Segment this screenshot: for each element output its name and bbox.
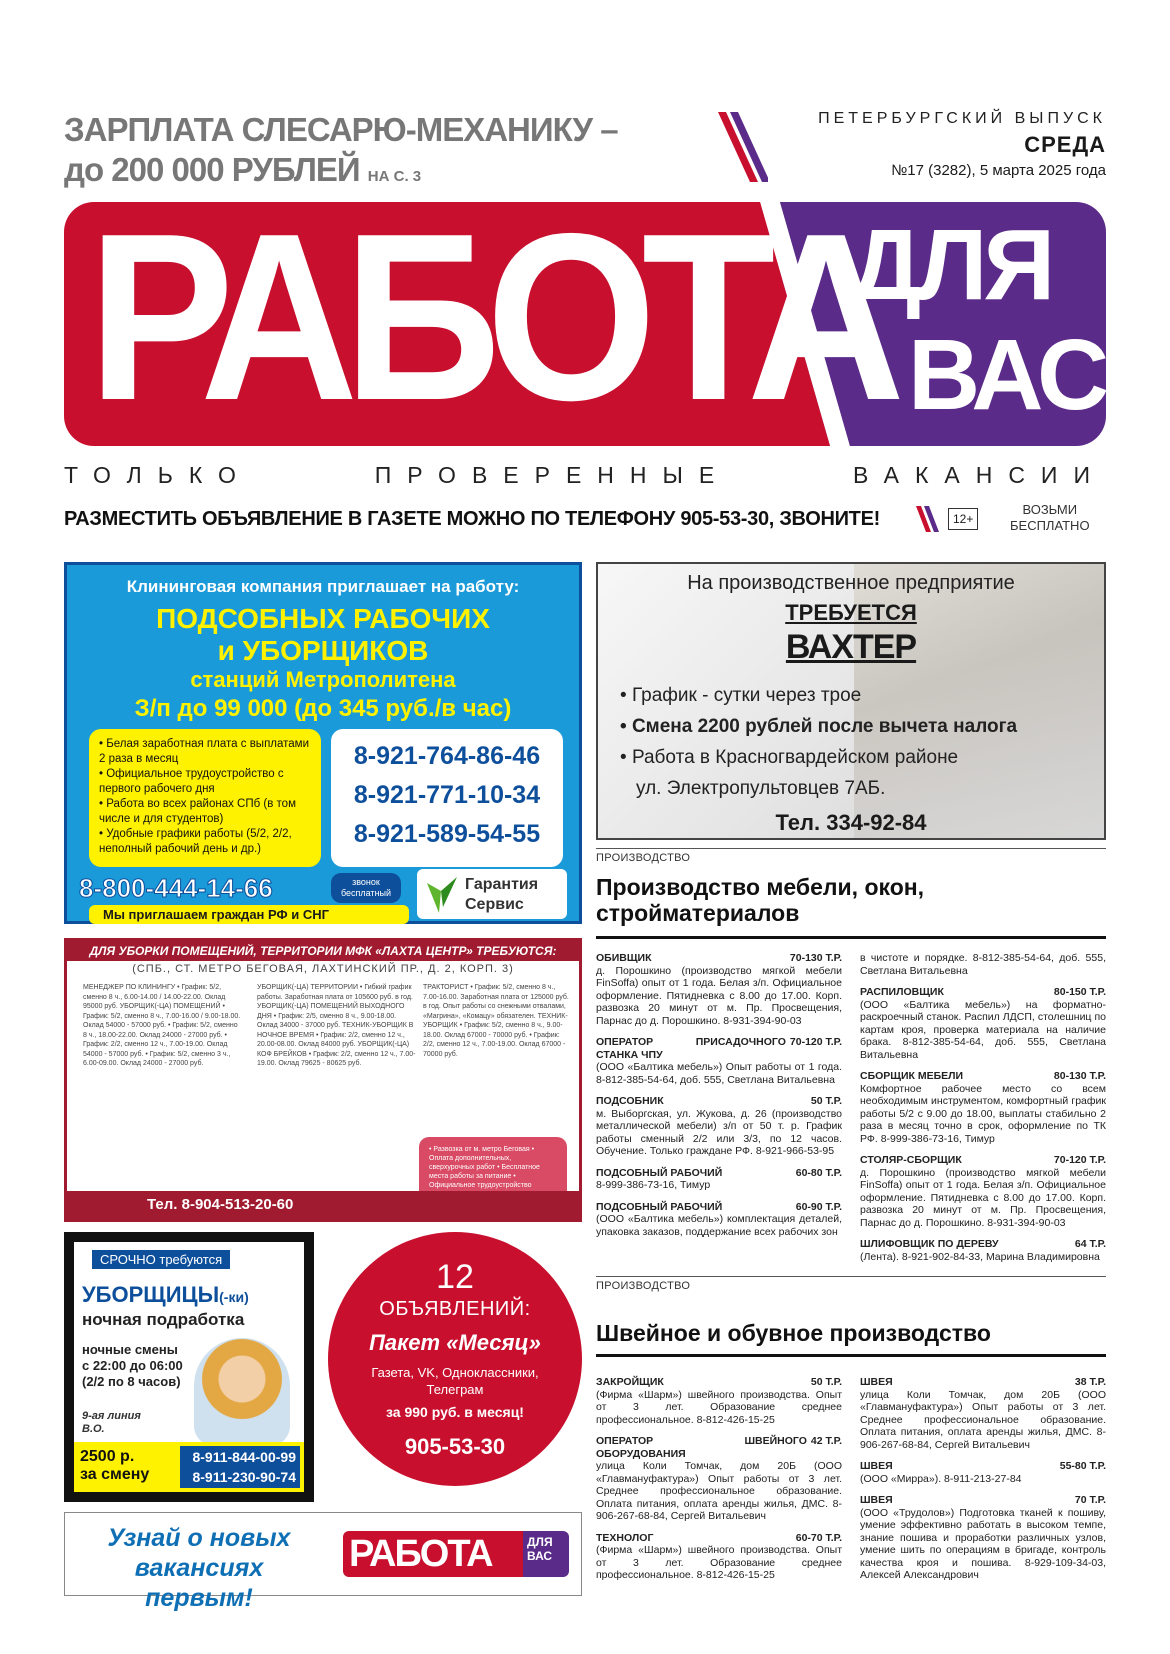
free-phone-number: 8-800-444-14-66 [79,873,273,903]
vacancy-pay: 80-150 Т.Р. [1053,986,1106,998]
promo-logo-dlya: ДЛЯ [527,1535,553,1549]
divider [596,1354,1106,1357]
vacancy-text: (ООО «Балтика мебель») комплектация деталей, упаковка заказов, поддержание всех рабочих зон [596,1213,842,1238]
ad-lakhta-col2: УБОРЩИК(-ЦА) ТЕРРИТОРИИ • Гибкий график работы. Заработная плата от 105600 руб. в год. УБОРЩИК(-ЦА) ПОМЕЩЕНИЙ ВЫХОДНОГО ДНЯ • График: 2/5, сменно 8 ч., 9.00-18.00. Оклад 34000 - 37000 руб. ТЕХНИК-УБОРЩИК В НОЧНОЕ ВРЕМЯ • График: 2/2, сменно 12 ч., 20.00-08.00. Оклад 84000 руб. УБОРЩИК(-ЦА) КОФ БРЕЙКОВ • График: 2/2, сменно 12 ч., 7.00-19.00. Оклад 79625 - 80625 руб. [257,984,416,1067]
vacancy-header [596,1532,842,1545]
headline [64,110,624,197]
ad-cleaning-intro: Клининговая компания приглашает на работу: [126,577,520,596]
vacancy-item [596,1201,842,1239]
vacancy-header [860,1376,1106,1389]
invite-banner: Мы приглашаем граждан РФ и СНГ [89,905,409,924]
tagline-word-2: ПРОВЕРЕННЫЕ [374,462,731,488]
ad-cleaning-salary: З/п до 99 000 (до 345 руб./в час) [134,695,512,722]
vacancy-header [596,952,842,965]
ad-night-title-suffix: (-ки) [219,1289,249,1305]
ad-cleaning-subtitle: станций Метрополитена [190,667,456,692]
vacancy-item [596,1435,842,1523]
ad-watchman-address: ул. Электропультовцев 7АБ. [636,778,886,799]
list-item: • График - сутки через трое [620,680,1017,711]
ad-month-price: за 990 руб. в месяц! [386,1404,524,1420]
vacancy-header [596,1201,842,1214]
vacancy-pay: 38 Т.Р. [1074,1376,1106,1388]
issue-number: №17 (3282), 5 марта 2025 года [891,162,1106,179]
vacancy-title: ПОДСОБНИК [596,1095,664,1107]
ad-lakhta-perks: • Развозка от м. метро Беговая • Оплата дополнительных, сверхурочных работ • Бесплатное места работы за питание • Официальное трудоустройство [419,1137,567,1201]
vacancy-text: д. Порошкино (производство мягкой мебели FinSoffa) опыт от 1 года. Белая з/п. Официальное оформление. Пятидневка с 8.00 до 17.00. Корп. развозка 20 минут от м. Пр. Просвещения, Парнас до д. Порошкино. 8-931-394-90-03 [596,964,842,1027]
vacancy-title: ПОДСОБНЫЙ РАБОЧИЙ [596,1200,723,1213]
vacancy-title: ШВЕЯ [860,1460,893,1472]
vacancy-text: в чистоте и порядке. 8-812-385-54-64, доб. 555, Светлана Витальевна [860,952,1106,977]
tagline-word-1: ТОЛЬКО [64,462,252,488]
ad-lakhta-tel: Тел. 8-904-513-20-60 [67,1191,579,1219]
vacancy-item [596,1376,842,1426]
vacancy-title: СБОРЩИК МЕБЕЛИ [860,1070,964,1082]
shift-line: ночные смены [82,1342,178,1357]
free-line1: ВОЗЬМИ [1022,502,1078,517]
vacancy-pay: 42 Т.Р. [810,1435,842,1447]
vacancy-pay: 70-130 Т.Р. [789,952,842,964]
weekday: СРЕДА [1024,132,1106,157]
vacancy-item [860,1154,1106,1229]
divider [596,848,1106,849]
vacancy-title: ПОДСОБНЫЙ РАБОЧИЙ [596,1166,723,1179]
section-sewing [596,1276,1106,1357]
shift-line: с 22:00 до 06:00 [82,1358,183,1373]
phone-number: 8-911-844-00-99 [192,1449,296,1465]
vacancy-header [860,1070,1106,1083]
vacancy-item [860,1238,1106,1263]
vacancy-pay: 60-80 Т.Р. [795,1166,842,1179]
vacancy-item [860,1070,1106,1145]
vacancy-title: РАСПИЛОВЩИК [860,986,944,998]
list-item: • Смена 2200 рублей после вычета налога [620,711,1017,742]
promo-logo-vas: ВАС [527,1549,553,1563]
promo-logo-title: РАБОТА [343,1531,523,1577]
vacancy-title: ШЛИФОВЩИК ПО ДЕРЕВУ [860,1238,999,1250]
section-title-line1: Производство мебели, окон, [596,874,925,900]
section1-left-column [596,952,842,1247]
section2-right-column [860,1376,1106,1591]
vacancy-text: Комфортное рабочее место со всем необходимым инструментом, комфортный график работы 5/2 с 9.00 до 18.00, выплаты стабильно 2 раза в месяц точно в срок, оформление по ТК РФ. 8-999-386-73-16, Тимур [860,1082,1106,1145]
vacancy-text: (ООО «Балтика мебель») Опыт работы от 1 года. 8-812-385-54-64, доб. 555, Светлана Витальевна [596,1061,842,1086]
leaf-icon [427,877,457,913]
ad-night-pay [74,1442,304,1492]
headline-line2: до 200 000 РУБЛЕЙ [64,151,360,188]
ad-cleaning-title [67,603,579,667]
bullet-item: • Официальное трудоустройство с первого рабочего дня [99,768,284,795]
vacancy-text: улица Коли Томчак, дом 20Б (ООО «Главмануфактура») Опыт работы от 3 лет. Среднее профессиональное образование. Оплата питания, оплата аренды жилья, ДМС. 8-906-267-68-84, Сергей Витальевич [860,1388,1106,1451]
divider [596,1276,1106,1277]
phone-number: 8-921-771-10-34 [353,781,541,809]
ad-night-title-main: УБОРЩИЦЫ [82,1282,220,1307]
phone-number: 8-921-764-86-46 [353,742,541,770]
ad-night-cleaners [64,1232,314,1502]
section-title [596,874,1106,926]
masthead-title: РАБОТА [88,185,891,450]
vacancy-item [596,1532,842,1582]
edition-name: ПЕТЕРБУРГСКИЙ ВЫПУСК [818,110,1106,127]
shift-line: (2/2 по 8 часов) [82,1374,181,1389]
vacancy-text: (Лента). 8-921-902-84-33, Марина Владимировна [860,1250,1100,1263]
pay-amount: 2500 р. [80,1448,135,1465]
vacancy-title: ОПЕРАТОР ПРИСАДОЧНОГО СТАНКА ЧПУ [596,1036,786,1061]
vacancy-header [596,1167,842,1180]
promo-line2: вакансиях первым! [134,1554,264,1612]
vacancy-pay: 60-70 Т.Р. [795,1531,842,1544]
section1-right-column [860,952,1106,1272]
metro-line: 9-ая линия [82,1410,141,1422]
vacancy-title: ШВЕЯ [860,1494,893,1506]
vacancy-text: (ООО «Балтика мебель») на форматно-раскроечный станок. Распил ЛДСП, столешниц по картам кроя, проверка материала на наличие брака. 8-812-385-54-64, доб. 555, Светлана Витальевна [860,998,1106,1061]
ad-lakhta-address: (СПБ., СТ. МЕТРО БЕГОВАЯ, ЛАХТИНСКИЙ ПР., Д. 2, КОРП. 3) [132,963,514,975]
tagline-word-3: ВАКАНСИИ [853,462,1106,488]
vacancy-item [596,952,842,1027]
headline-line1: ЗАРПЛАТА СЛЕСАРЮ-МЕХАНИКУ – [64,111,618,148]
urgent-badge: СРОЧНО требуются [92,1250,230,1269]
vacancy-text: (Фирма «Шарм») швейного производства. Опыт от 3 лет. Образование среднее профессиональное. 8-812-426-15-25 [596,1388,842,1426]
garantiya-servis-logo [417,869,567,919]
vacancy-text: (Фирма «Шарм») швейного производства. Опыт от 3 лет. Образование среднее профессиональное. 8-812-426-15-25 [596,1544,842,1581]
ad-lakhta-header: ДЛЯ УБОРКИ ПОМЕЩЕНИЙ, ТЕРРИТОРИИ МФК «ЛАХТА ЦЕНТР» ТРЕБУЮТСЯ: [67,941,579,961]
vacancy-header [860,986,1106,999]
vacancy-pay: 70-120 Т.Р. [1053,1154,1106,1166]
vacancy-title: ОПЕРАТОР ШВЕЙНОГО ОБОРУДОВАНИЯ [596,1435,807,1460]
age-rating-badge: 12+ [948,508,978,530]
ad-cleaning-title1: ПОДСОБНЫХ РАБОЧИХ [156,603,490,634]
vacancy-text: улица Коли Томчак, дом 20Б (ООО «Главмануфактура») Опыт работы от 3 лет. Среднее профессиональное образование. Оплата питания, оплата аренды жилья, ДМС. 8-906-267-68-84, Сергей Витальевич [596,1460,842,1522]
vacancy-header [596,1376,842,1389]
ad-lakhta-col1: МЕНЕДЖЕР ПО КЛИНИНГУ • График: 5/2, сменно 8 ч., 6.00-14.00 / 14.00-22.00. Оклад 95000 руб. УБОРЩИК(-ЦА) ПОМЕЩЕНИЙ • График: 5/2, сменно 8 ч., 7.00-16.00 / 9.00-18.00. Оклад 54000 - 57000 руб. • График: 5/2, сменно 8 ч., 18.00-22.00. Оклад 24000 - 27000 руб. • График: 2/2, сменно 12 ч., 7.00-19.00. Оклад 54000 - 57000 руб. • График: 5/2, сменно 3 ч., 6.00-09.00. Оклад 24000 - 27000 руб. [83,984,241,1067]
metro-line: В.О. [82,1423,105,1435]
vacancy-header [860,1494,1106,1507]
tagline [64,462,1106,489]
promo-line1: Узнай о новых [107,1524,291,1552]
vacancy-item [860,986,1106,1061]
vacancy-text: м. Выборгская, ул. Жукова, д. 26 (производство металлической мебели) з/п от 50 т. р. График работы сменный 2/2 или 3/3, по 12 часов. Обучение. Только граждане РФ. 8-921-966-53-95 [596,1107,842,1157]
ad-watchman-tel: Тел. 334-92-84 [775,810,927,835]
ad-night-title [82,1282,249,1308]
vacancy-header [596,1435,842,1460]
vacancy-text: (ООО «Мирра»). 8-911-213-27-84 [860,1472,1022,1485]
vacancy-text: (ООО «Трудолов») Подготовка тканей к пошиву, умение эффективно работать в высоком темпе, знание пошива и проработки различных узлов, умение шить по операциям в бригаде, контроль качества кроя и пошива. 8-929-109-34-03, Алексей Александрович [860,1506,1106,1581]
ad-month-label: ОБЪЯВЛЕНИЙ: [379,1298,531,1320]
ad-watchman [596,562,1106,840]
ad-month-phone: 905-53-30 [404,1434,506,1459]
ad-night-metro [82,1410,141,1436]
vacancy-item [596,1036,842,1086]
section-label: ПРОИЗВОДСТВО [596,1280,691,1292]
small-stripes-icon [916,506,942,532]
vacancy-header [596,1095,842,1108]
bullet-item: • Работа во всех районах СПб (в том числе и для студентов) [99,798,296,825]
vacancy-item [596,1167,842,1192]
section2-left-column [596,1376,842,1591]
vacancy-header [860,1154,1106,1167]
promo-text [79,1523,319,1613]
free-label [1010,502,1090,534]
vacancy-item [860,1376,1106,1451]
vacancy-pay: 70 Т.Р. [1074,1494,1106,1506]
vacancy-pay: 70-120 Т.Р. [789,1036,842,1048]
vacancy-title: ШВЕЯ [860,1376,893,1388]
vacancy-item [860,952,1106,977]
ad-lakhta-center [64,938,582,1222]
ad-month-channels: Газета, VK, Одноклассники, Телеграм [371,1365,539,1397]
vacancy-header [860,1460,1106,1473]
headline-ref: НА С. 3 [367,168,422,185]
phone-number: 8-911-230-90-74 [192,1469,296,1485]
phone-number: 8-921-589-54-55 [353,820,541,848]
promo-logo-badge [523,1531,569,1577]
ad-night-phones [180,1446,300,1488]
vacancy-title: ОБИВЩИК [596,952,652,964]
logo-line2: Сервис [465,896,524,913]
masthead-dlya: ДЛЯ [850,209,1052,321]
vacancy-item [860,1494,1106,1582]
vacancy-pay: 50 Т.Р. [810,1095,842,1107]
logo-line1: Гарантия [465,876,539,893]
ad-lakhta-col3: ТРАКТОРИСТ • График: 5/2, сменно 8 ч., 7.00-16.00. Заработная плата от 125000 руб. в год. Опыт работы со снежными отвалами, «Магрина», «Комацу» обязателен. ТЕХНИК-УБОРЩИК • График: 5/2, сменно 8 ч., 9.00-18.00. Оклад 67000 - 70000 руб. • График: 2/2, сменно 12 ч., 7.00-19.00. Оклад 67000 - 70000 руб. [423,984,569,1058]
vacancy-item [860,1460,1106,1485]
edition-info [776,110,1106,179]
section-furniture [596,848,1106,939]
ad-month-package [328,1232,582,1486]
divider [596,936,1106,939]
vacancy-title: СТОЛЯР-СБОРЩИК [860,1154,962,1166]
masthead-vas: ВАС [908,319,1106,431]
vacancy-pay: 50 Т.Р. [810,1376,842,1388]
bullet-item: • Удобные графики работы (5/2, 2/2, неполный рабочий день и др.) [99,828,292,855]
vacancy-title: ТЕХНОЛОГ [596,1531,654,1544]
ad-cleaning-title2: и УБОРЩИКОВ [217,635,429,666]
ad-night-subtitle: ночная подработка [82,1310,245,1329]
ad-month-number: 12 [436,1258,474,1296]
bullet-item: • Белая заработная плата с выплатами 2 раза в месяц [99,738,310,765]
vacancy-pay: 80-130 Т.Р. [1053,1070,1106,1082]
vacancy-pay: 55-80 Т.Р. [1059,1460,1106,1472]
section-title-line2: стройматериалов [596,900,800,926]
ad-cleaning-phones [331,729,563,867]
ad-promo-banner [64,1512,582,1612]
ad-watchman-title: ВАХТЕР [785,628,917,666]
ad-night-shifts [82,1342,183,1390]
pay-unit: за смену [80,1466,150,1483]
ad-watchman-intro: На производственное предприятие [687,572,1015,594]
ad-cleaning-bullets [89,729,321,867]
vacancy-text: 8-999-386-73-16, Тимур [596,1179,711,1191]
vacancy-text: д. Порошкино (производство мягкой мебели FinSoffa) опыт от 1 года. Белая з/п. Официальное оформление. Пятидневка с 8.00 до 17.00. Корп. развозка 20 минут от м. Пр. Просвещения, Парнас до д. Порошкино. 8-931-394-90-03 [860,1166,1106,1229]
section-label: ПРОИЗВОДСТВО [596,852,691,864]
woman-photo-icon [194,1338,290,1446]
vacancy-pay: 60-90 Т.Р. [795,1200,842,1213]
ad-month-package-name: Пакет «Месяц» [369,1330,541,1355]
vacancy-title: ЗАКРОЙЩИК [596,1376,664,1388]
stripes-icon [718,112,768,182]
free-call-badge: звонок бесплатный [331,873,401,903]
ad-watchman-list [620,680,1017,804]
vacancy-item [596,1095,842,1158]
vacancy-pay: 64 Т.Р. [1074,1238,1106,1250]
vacancy-header [860,1238,1106,1251]
section-title: Швейное и обувное производство [596,1320,991,1346]
ad-phone-line: РАЗМЕСТИТЬ ОБЪЯВЛЕНИЕ В ГАЗЕТЕ МОЖНО ПО ТЕЛЕФОНУ 905-53-30, ЗВОНИТЕ! [64,508,880,530]
free-line2: БЕСПЛАТНО [1010,518,1090,533]
ad-cleaning-company [64,562,582,924]
ad-watchman-required: ТРЕБУЕТСЯ [785,600,917,625]
list-item: • Работа в Красногвардейском районе [620,742,1017,773]
vacancy-header [596,1036,842,1061]
